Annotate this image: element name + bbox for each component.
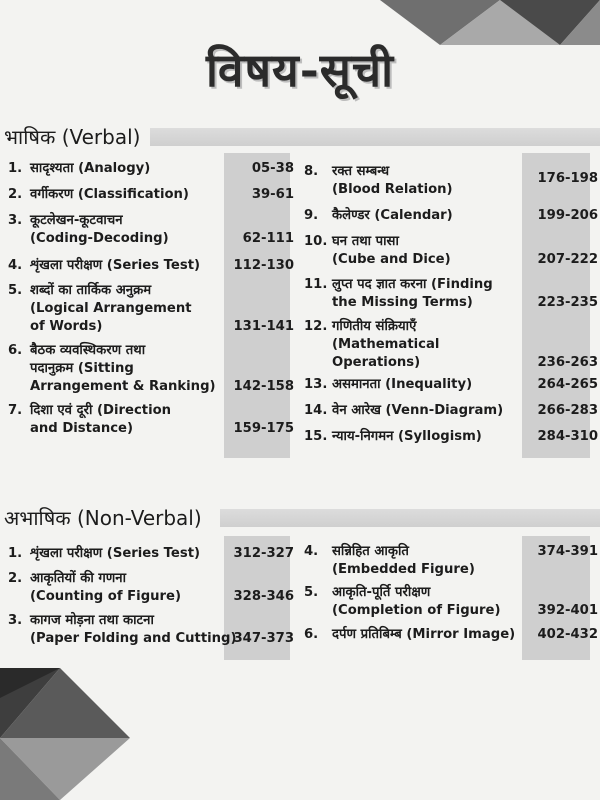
toc-entry-title: सादृश्यता (Analogy) xyxy=(30,161,151,176)
toc-entry-number: 4. xyxy=(8,258,23,273)
toc-entry-pages: 112-130 xyxy=(233,258,294,273)
toc-entry-title: वेन आरेख (Venn-Diagram) xyxy=(332,403,504,418)
toc-entry-pages: 62-111 xyxy=(242,231,294,246)
toc-entry-number: 1. xyxy=(8,546,23,561)
toc-entry-title: कैलेण्डर (Calendar) xyxy=(332,208,453,223)
toc-entry-title: न्याय-निगमन (Syllogism) xyxy=(332,429,482,444)
toc-entry-number: 5. xyxy=(304,585,319,600)
toc-entry-number: 12. xyxy=(304,319,328,334)
toc-entry-pages: 374-391 xyxy=(537,544,598,559)
toc-entry-title: रक्त सम्बन्ध (Blood Relation) xyxy=(332,164,453,197)
toc-entry-title: सन्निहित आकृति (Embedded Figure) xyxy=(332,544,475,577)
section-verbal-header xyxy=(0,124,600,150)
toc-entry-title: लुप्त पद ज्ञात करना (Finding the Missing Terms) xyxy=(332,277,493,310)
section-nonverbal-bar xyxy=(220,509,600,527)
toc-entry-number: 15. xyxy=(304,429,328,444)
toc-entry-title: कागज मोड़ना तथा काटना (Paper Folding and Cutting) xyxy=(30,613,237,646)
toc-entry-number: 6. xyxy=(304,627,319,642)
toc-entry-pages: 264-265 xyxy=(537,377,598,392)
toc-entry-pages: 131-141 xyxy=(233,319,294,334)
toc-entry-number: 7. xyxy=(8,403,23,418)
toc-entry-pages: 159-175 xyxy=(233,421,294,436)
toc-entry-title: गणितीय संक्रियाएँ (Mathematical Operations) xyxy=(332,319,440,370)
toc-entry-pages: 284-310 xyxy=(537,429,598,444)
toc-entry-pages: 223-235 xyxy=(537,295,598,310)
toc-entry-title: शृंखला परीक्षण (Series Test) xyxy=(30,546,201,561)
toc-entry-title: घन तथा पासा (Cube and Dice) xyxy=(332,234,451,267)
toc-entry-title: कूटलेखन-कूटवाचन (Coding-Decoding) xyxy=(30,213,169,246)
toc-entry-number: 10. xyxy=(304,234,328,249)
toc-entry-pages: 39-61 xyxy=(251,187,294,202)
bottom-decoration xyxy=(0,668,130,800)
toc-entry-number: 8. xyxy=(304,164,319,179)
toc-entry-pages: 176-198 xyxy=(537,171,598,186)
toc-entry-title: आकृतियों की गणना (Counting of Figure) xyxy=(30,571,182,604)
toc-entry-pages: 05-38 xyxy=(251,161,294,176)
toc-entry-title: शब्दों का तार्किक अनुक्रम (Logical Arrangement of Words) xyxy=(30,283,192,334)
toc-entry-number: 11. xyxy=(304,277,328,292)
toc-entry-title: दिशा एवं दूरी (Direction and Distance) xyxy=(30,403,172,436)
toc-entry-title: बैठक व्यवस्थिकरण तथा पदानुक्रम (Sitting Arrangement & Ranking) xyxy=(30,343,216,394)
toc-entry-pages: 142-158 xyxy=(233,379,294,394)
toc-entry-title: शृंखला परीक्षण (Series Test) xyxy=(30,258,201,273)
toc-entry-number: 3. xyxy=(8,613,23,628)
toc-entry-number: 5. xyxy=(8,283,23,298)
toc-entry-number: 6. xyxy=(8,343,23,358)
section-verbal-title: भाषिक (Verbal) xyxy=(4,124,148,150)
toc-entry-pages: 328-346 xyxy=(233,589,294,604)
toc-entry-pages: 402-432 xyxy=(537,627,598,642)
section-nonverbal-title: अभाषिक (Non-Verbal) xyxy=(4,505,210,531)
toc-entry-number: 2. xyxy=(8,571,23,586)
toc-entry-title: आकृति-पूर्ति परीक्षण (Completion of Figure) xyxy=(332,585,501,618)
section-verbal-bar xyxy=(150,128,600,146)
toc-entry-number: 13. xyxy=(304,377,328,392)
toc-entry-title: असमानता (Inequality) xyxy=(332,377,473,392)
toc-entry-pages: 347-373 xyxy=(233,631,294,646)
toc-entry-pages: 266-283 xyxy=(537,403,598,418)
toc-entry-number: 3. xyxy=(8,213,23,228)
toc-entry-number: 1. xyxy=(8,161,23,176)
toc-entry-pages: 207-222 xyxy=(537,252,598,267)
page-title: विषय-सूची xyxy=(205,43,395,97)
toc-entry-pages: 392-401 xyxy=(537,603,598,618)
toc-entry-title: दर्पण प्रतिबिम्ब (Mirror Image) xyxy=(332,627,516,642)
toc-entry-pages: 236-263 xyxy=(537,355,598,370)
toc-entry-title: वर्गीकरण (Classification) xyxy=(30,187,189,202)
toc-entry-number: 9. xyxy=(304,208,319,223)
toc-entry-pages: 312-327 xyxy=(233,546,294,561)
toc-entry-number: 2. xyxy=(8,187,23,202)
section-nonverbal-header xyxy=(0,505,600,531)
toc-entry-number: 14. xyxy=(304,403,328,418)
toc-entry-number: 4. xyxy=(304,544,319,559)
toc-entry-pages: 199-206 xyxy=(537,208,598,223)
